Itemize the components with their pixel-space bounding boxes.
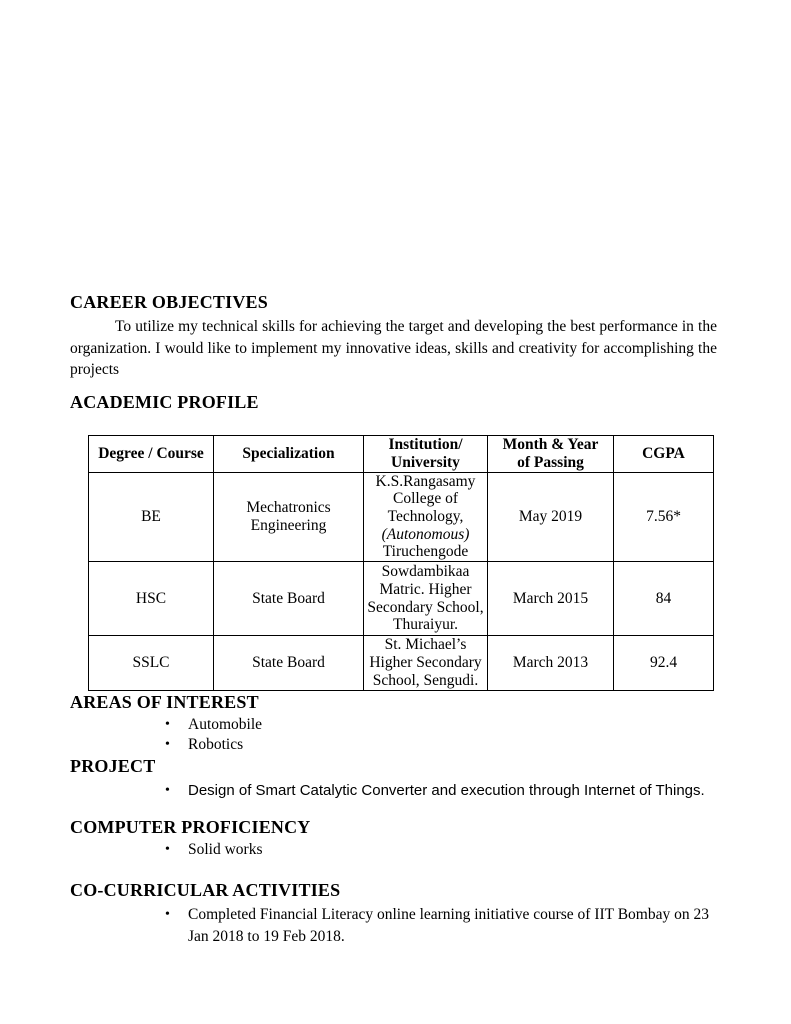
career-objectives-paragraph: To utilize my technical skills for achieving the target and developing the best performance in the organization. I would like to implement my innovative ideas, skills and creativity for accomplishing the projects	[70, 318, 717, 378]
cell-passing: March 2013	[488, 636, 614, 691]
career-objectives-heading: CAREER OBJECTIVES	[70, 292, 268, 312]
table-header-row	[89, 435, 714, 472]
column-header-passing	[488, 435, 614, 472]
bullet-icon: •	[165, 906, 170, 922]
cell-degree: SSLC	[89, 636, 214, 691]
column-header-passing-line1: Month & Year	[502, 435, 599, 453]
column-header-specialization: Specialization	[214, 435, 364, 472]
cell-passing: March 2015	[488, 562, 614, 636]
list-item-text: Design of Smart Catalytic Converter and execution through Internet of Things.	[188, 782, 705, 800]
cell-line: Thuraiyur.	[393, 616, 458, 634]
list-item	[165, 781, 717, 800]
cell-line: Secondary School,	[367, 598, 484, 616]
table-row-be	[89, 472, 714, 562]
cell-passing: May 2019	[488, 472, 614, 562]
cell-line: Higher Secondary	[369, 654, 482, 672]
areas-of-interest-list	[70, 716, 717, 754]
co-curricular-list	[70, 904, 717, 948]
column-header-passing-line2: of Passing	[517, 453, 584, 471]
bullet-icon: •	[165, 842, 170, 858]
list-item	[165, 841, 717, 860]
list-item-text: Solid works	[188, 841, 263, 859]
table-row-sslc	[89, 636, 714, 691]
cell-line: Sowdambikaa	[381, 563, 470, 581]
cell-line: (Autonomous)	[381, 525, 470, 543]
list-item-text: Robotics	[188, 735, 244, 753]
cell-line: K.S.Rangasamy	[375, 472, 476, 490]
list-item	[165, 904, 717, 948]
list-item-text: Automobile	[188, 716, 263, 734]
cell-cgpa: 7.56*	[614, 472, 714, 562]
column-header-degree: Degree / Course	[89, 435, 214, 472]
cell-institution	[364, 562, 488, 636]
computer-proficiency-list	[70, 841, 717, 860]
list-item-text: Completed Financial Literacy online learning initiative course of IIT Bombay on 23 Jan 2018 to 19 Feb 2018.	[188, 905, 709, 945]
column-header-cgpa: CGPA	[614, 435, 714, 472]
academic-profile-table	[88, 435, 714, 692]
co-curricular-activities-heading: CO-CURRICULAR ACTIVITIES	[70, 879, 341, 900]
project-heading: PROJECT	[70, 756, 156, 777]
cell-institution	[364, 472, 488, 562]
table-row-hsc	[89, 562, 714, 636]
list-item	[165, 716, 717, 735]
cell-specialization: State Board	[214, 562, 364, 636]
cell-specialization: State Board	[214, 636, 364, 691]
cell-degree: BE	[89, 472, 214, 562]
academic-profile-heading: ACADEMIC PROFILE	[70, 391, 259, 412]
cell-line: School, Sengudi.	[372, 671, 479, 689]
cell-line: St. Michael’s	[384, 636, 467, 654]
bullet-icon: •	[165, 717, 170, 733]
project-list	[70, 781, 717, 800]
cell-cgpa: 92.4	[614, 636, 714, 691]
cell-institution	[364, 636, 488, 691]
bullet-icon: •	[165, 736, 170, 752]
column-header-institution	[364, 435, 488, 472]
computer-proficiency-heading: COMPUTER PROFICIENCY	[70, 817, 311, 838]
cell-cgpa: 84	[614, 562, 714, 636]
column-header-institution-line1: Institution/	[388, 435, 463, 453]
cell-line: Matric. Higher	[379, 580, 472, 598]
areas-of-interest-heading: AREAS OF INTEREST	[70, 692, 259, 713]
column-header-institution-line2: University	[391, 453, 460, 471]
cell-line: Technology,	[387, 507, 464, 525]
cell-line: College of	[393, 490, 458, 508]
list-item	[165, 736, 717, 755]
bullet-icon: •	[165, 783, 170, 799]
cell-line: Tiruchengode	[382, 543, 469, 561]
cell-specialization: Mechatronics Engineering	[214, 472, 364, 562]
cell-degree: HSC	[89, 562, 214, 636]
